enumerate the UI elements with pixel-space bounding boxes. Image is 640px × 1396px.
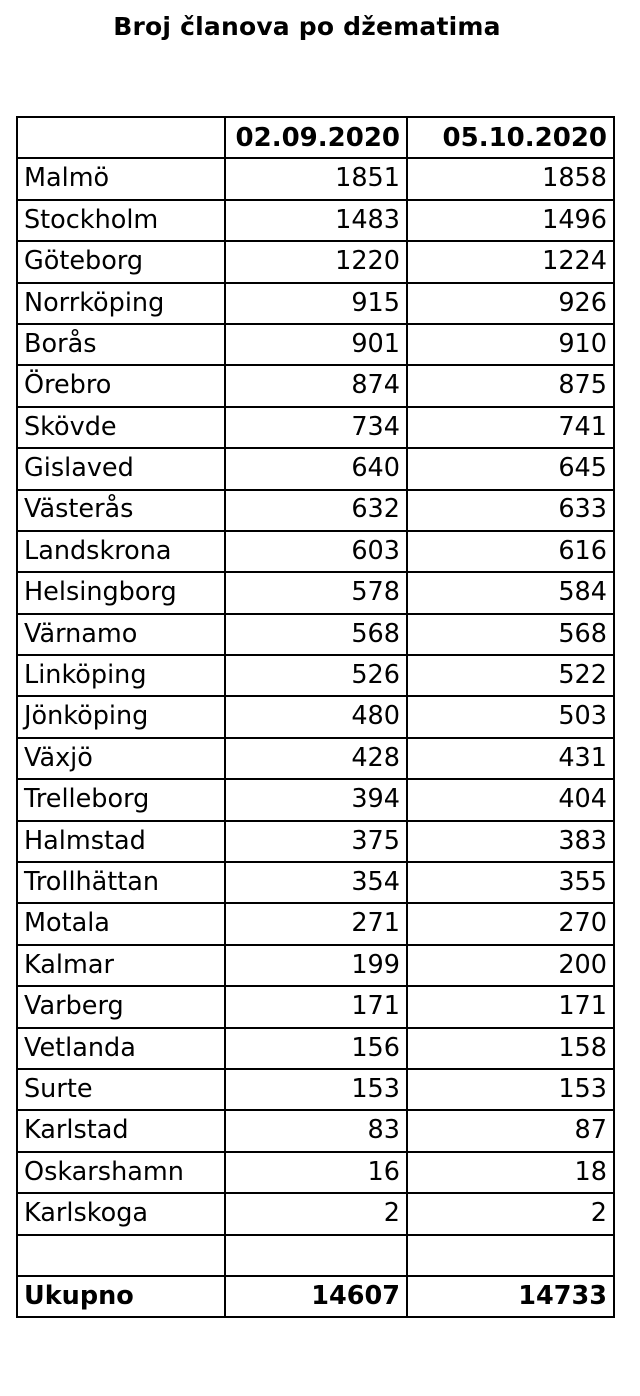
cell-count-date-1: 1220 [225,241,407,282]
table-row [17,407,614,448]
table-row [17,490,614,531]
table-row [17,448,614,489]
cell-count-date-1: 375 [225,821,407,862]
cell-location: Skövde [17,407,225,448]
cell-count-date-2: 1496 [407,200,614,241]
table-row [17,1069,614,1110]
table-header-row [17,117,614,158]
table-row [17,903,614,944]
cell-count-date-2: 18 [407,1152,614,1193]
cell-count-date-2: 153 [407,1069,614,1110]
cell-count-date-2: 875 [407,365,614,406]
table-row [17,572,614,613]
cell-count-date-1: 901 [225,324,407,365]
table-row [17,779,614,820]
table-row [17,862,614,903]
table-row [17,1193,614,1234]
empty-row [17,1235,614,1276]
table-row [17,1110,614,1151]
cell-location: Jönköping [17,696,225,737]
cell-location: Helsingborg [17,572,225,613]
cell-count-date-2: 171 [407,986,614,1027]
cell-location: Trelleborg [17,779,225,820]
cell-location: Borås [17,324,225,365]
cell-location: Västerås [17,490,225,531]
cell-location: Stockholm [17,200,225,241]
cell-location: Varberg [17,986,225,1027]
table-row [17,614,614,655]
empty-cell [225,1235,407,1276]
cell-location: Linköping [17,655,225,696]
table-row [17,1028,614,1069]
cell-count-date-1: 354 [225,862,407,903]
header-cell-name [17,117,225,158]
cell-count-date-2: 355 [407,862,614,903]
cell-count-date-1: 568 [225,614,407,655]
cell-location: Karlskoga [17,1193,225,1234]
table-row [17,200,614,241]
cell-count-date-1: 603 [225,531,407,572]
cell-location: Norrköping [17,283,225,324]
cell-count-date-1: 1851 [225,158,407,199]
cell-count-date-2: 2 [407,1193,614,1234]
cell-count-date-1: 83 [225,1110,407,1151]
cell-location: Växjö [17,738,225,779]
cell-count-date-1: 271 [225,903,407,944]
cell-count-date-1: 480 [225,696,407,737]
cell-count-date-2: 503 [407,696,614,737]
header-cell-date-1: 02.09.2020 [225,117,407,158]
cell-count-date-1: 2 [225,1193,407,1234]
cell-count-date-1: 1483 [225,200,407,241]
cell-location: Landskrona [17,531,225,572]
cell-count-date-2: 741 [407,407,614,448]
cell-count-date-1: 171 [225,986,407,1027]
cell-location: Göteborg [17,241,225,282]
cell-location: Motala [17,903,225,944]
cell-count-date-2: 568 [407,614,614,655]
table-row [17,365,614,406]
empty-cell [407,1235,614,1276]
cell-count-date-2: 633 [407,490,614,531]
cell-count-date-1: 153 [225,1069,407,1110]
cell-count-date-2: 1224 [407,241,614,282]
table-row [17,324,614,365]
cell-count-date-1: 578 [225,572,407,613]
cell-count-date-2: 1858 [407,158,614,199]
cell-count-date-1: 16 [225,1152,407,1193]
table-row [17,821,614,862]
cell-location: Karlstad [17,1110,225,1151]
page-title: Broj članova po džematima [113,12,501,41]
table-row [17,986,614,1027]
cell-count-date-2: 158 [407,1028,614,1069]
table-row [17,738,614,779]
table-row [17,241,614,282]
cell-location: Malmö [17,158,225,199]
total-row [17,1276,614,1317]
cell-count-date-1: 428 [225,738,407,779]
cell-count-date-2: 87 [407,1110,614,1151]
total-date-2: 14733 [407,1276,614,1317]
cell-count-date-1: 915 [225,283,407,324]
cell-location: Värnamo [17,614,225,655]
cell-location: Kalmar [17,945,225,986]
members-table [16,116,615,1318]
table-row [17,655,614,696]
cell-count-date-2: 522 [407,655,614,696]
table-row [17,696,614,737]
cell-location: Halmstad [17,821,225,862]
empty-cell [17,1235,225,1276]
table-row [17,283,614,324]
cell-count-date-2: 584 [407,572,614,613]
cell-location: Oskarshamn [17,1152,225,1193]
cell-count-date-1: 632 [225,490,407,531]
cell-count-date-2: 431 [407,738,614,779]
cell-count-date-2: 200 [407,945,614,986]
cell-location: Surte [17,1069,225,1110]
cell-count-date-1: 156 [225,1028,407,1069]
header-cell-date-2: 05.10.2020 [407,117,614,158]
cell-location: Vetlanda [17,1028,225,1069]
cell-count-date-1: 734 [225,407,407,448]
cell-count-date-1: 874 [225,365,407,406]
cell-count-date-2: 383 [407,821,614,862]
cell-count-date-1: 526 [225,655,407,696]
cell-count-date-2: 404 [407,779,614,820]
table-row [17,1152,614,1193]
cell-location: Örebro [17,365,225,406]
cell-count-date-2: 645 [407,448,614,489]
cell-count-date-1: 640 [225,448,407,489]
cell-count-date-2: 616 [407,531,614,572]
table-row [17,158,614,199]
cell-count-date-2: 910 [407,324,614,365]
total-label: Ukupno [17,1276,225,1317]
cell-count-date-1: 199 [225,945,407,986]
cell-count-date-1: 394 [225,779,407,820]
cell-location: Trollhättan [17,862,225,903]
cell-count-date-2: 270 [407,903,614,944]
table-row [17,945,614,986]
table-row [17,531,614,572]
cell-count-date-2: 926 [407,283,614,324]
total-date-1: 14607 [225,1276,407,1317]
cell-location: Gislaved [17,448,225,489]
